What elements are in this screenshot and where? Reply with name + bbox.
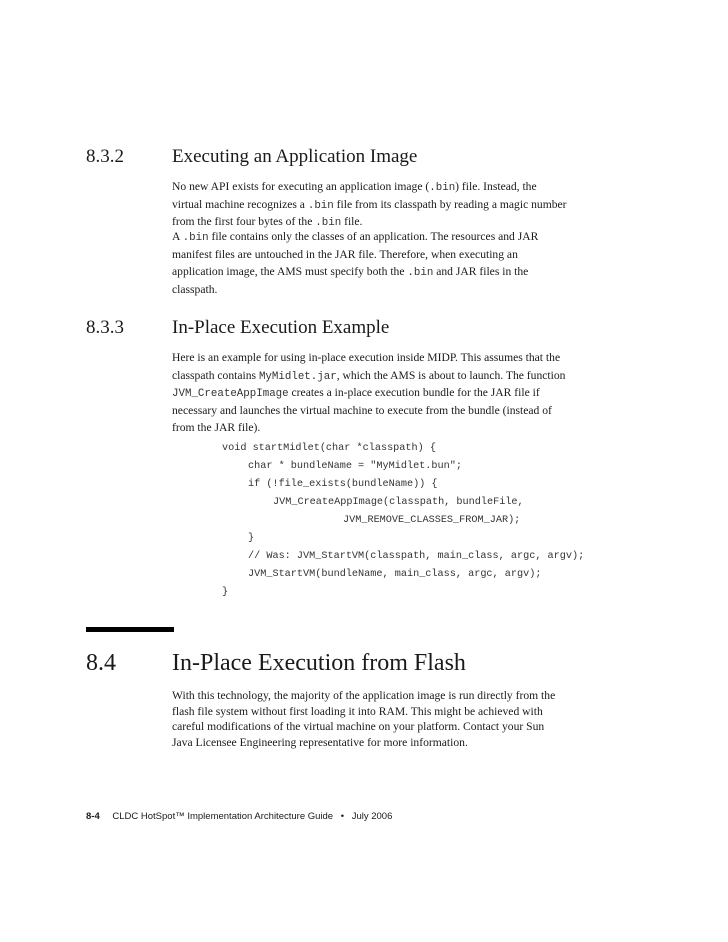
code-line: char * bundleName = "MyMidlet.bun"; [248, 461, 462, 472]
text-line: JVM_CreateAppImage creates a in-place execution bundle for the JAR file if [172, 386, 540, 401]
section-rule [86, 627, 174, 632]
text-line: classpath. [172, 282, 218, 296]
paragraph [172, 688, 608, 750]
text-line: application image, the AMS must specify both the .bin and JAR files in the [172, 265, 529, 280]
code-line: if (!file_exists(bundleName)) { [248, 479, 438, 490]
text-line: flash file system without first loading it into RAM. This might be achieved with [172, 704, 543, 718]
code-line: void startMidlet(char *classpath) { [222, 443, 436, 454]
text-line: virtual machine recognizes a .bin file from its classpath by reading a magic number [172, 197, 567, 212]
text-line: from the JAR file). [172, 421, 261, 435]
code-line: } [248, 533, 255, 544]
code-line: JVM_REMOVE_CLASSES_FROM_JAR); [343, 515, 521, 526]
publication-date: July 2006 [351, 811, 393, 822]
code-line: JVM_StartVM(bundleName, main_class, argc, argv); [248, 569, 542, 580]
section-title: In-Place Execution from Flash [172, 650, 466, 676]
section-number: 8.3.2 [86, 146, 124, 167]
code-line: // Was: JVM_StartVM(classpath, main_class, argc, argv); [248, 551, 585, 562]
text-line: Java Licensee Engineering representative for more information. [172, 735, 468, 749]
code-line: JVM_CreateAppImage(classpath, bundleFile, [273, 497, 524, 508]
section-number: 8.4 [86, 650, 116, 676]
text-line: No new API exists for executing an application image (.bin) file. Instead, the [172, 180, 537, 194]
text-line: With this technology, the majority of the application image is run directly from the [172, 689, 556, 702]
paragraph [172, 229, 608, 299]
text-line: necessary and launches the virtual machine to execute from the bundle (instead of [172, 403, 552, 417]
paragraph [172, 179, 608, 232]
text-line: manifest files are untouched in the JAR file. Therefore, when executing an [172, 247, 518, 261]
text-line: careful modifications of the virtual machine on your platform. Contact your Sun [172, 720, 545, 734]
footer-bullet: • [340, 811, 345, 822]
section-number: 8.3.3 [86, 317, 124, 338]
book-title: CLDC HotSpot™ Implementation Architecture Guide [112, 811, 334, 822]
page-number: 8-4 [86, 811, 100, 822]
text-line: A .bin file contains only the classes of an application. The resources and JAR [172, 230, 539, 244]
text-line: Here is an example for using in-place execution inside MIDP. This assumes that the [172, 351, 561, 364]
section-title: In-Place Execution Example [172, 317, 390, 338]
page-footer [86, 811, 392, 822]
text-line: from the first four bytes of the .bin file. [172, 215, 363, 230]
paragraph [172, 350, 608, 438]
section-title: Executing an Application Image [172, 146, 418, 167]
text-line: classpath contains MyMidlet.jar, which the AMS is about to launch. The function [172, 368, 566, 383]
code-line: } [222, 587, 229, 598]
